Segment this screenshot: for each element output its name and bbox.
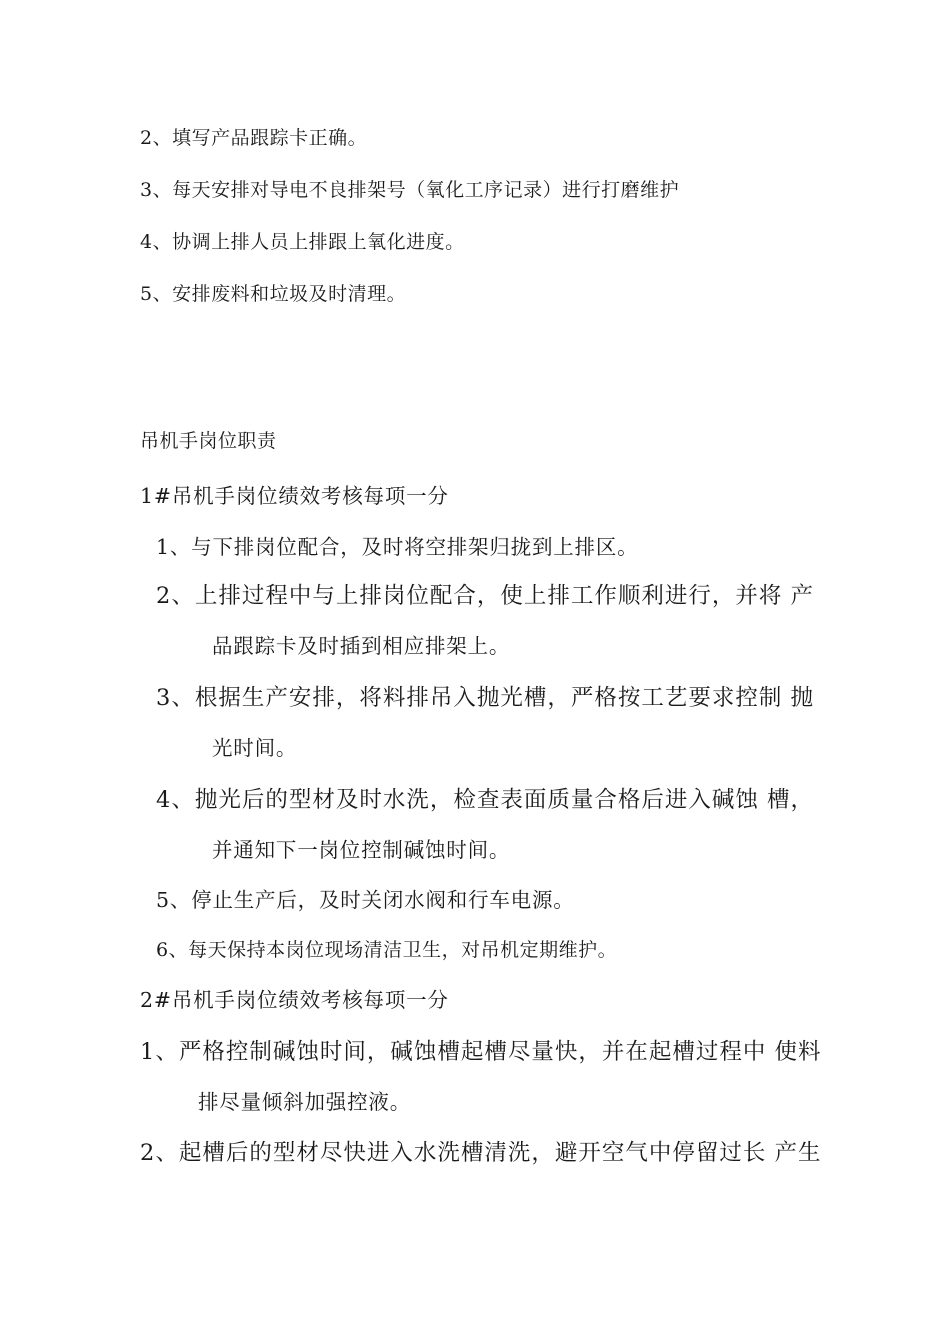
crane2-heading: 2#吊机手岗位绩效考核每项一分 [140,988,449,1012]
crane1-item: 1、与下排岗位配合，及时将空排架归拢到上排区。 [156,535,639,559]
crane2-item: 1、严格控制碱蚀时间，碱蚀槽起槽尽量快，并在起槽过程中 使料 [140,1039,822,1065]
crane1-item: 4、抛光后的型材及时水洗，检查表面质量合格后进入碱蚀 槽， [156,787,814,813]
crane1-item: 2、上排过程中与上排岗位配合，使上排工作顺利进行，并将 产 [156,583,814,609]
list-item: 4、协调上排人员上排跟上氧化进度。 [140,231,465,253]
crane2-item-continuation: 排尽量倾斜加强控液。 [198,1090,411,1114]
crane1-heading: 1#吊机手岗位绩效考核每项一分 [140,484,449,508]
crane1-item-continuation: 并通知下一岗位控制碱蚀时间。 [212,838,511,862]
crane1-item: 5、停止生产后，及时关闭水阀和行车电源。 [156,888,575,912]
crane2-item: 2、起槽后的型材尽快进入水洗槽清洗，避开空气中停留过长 产生 [140,1140,822,1166]
crane1-item: 6、每天保持本岗位现场清洁卫生，对吊机定期维护。 [156,939,618,961]
section-title: 吊机手岗位职责 [140,430,277,452]
list-item: 3、每天安排对导电不良排架号（氧化工序记录）进行打磨维护 [140,179,680,201]
list-item: 2、填写产品跟踪卡正确。 [140,127,368,149]
list-item: 5、安排废料和垃圾及时清理。 [140,283,407,305]
crane1-item: 3、根据生产安排，将料排吊入抛光槽，严格按工艺要求控制 抛 [156,685,814,711]
crane1-item-continuation: 品跟踪卡及时插到相应排架上。 [212,634,511,658]
crane1-item-continuation: 光时间。 [212,736,298,760]
